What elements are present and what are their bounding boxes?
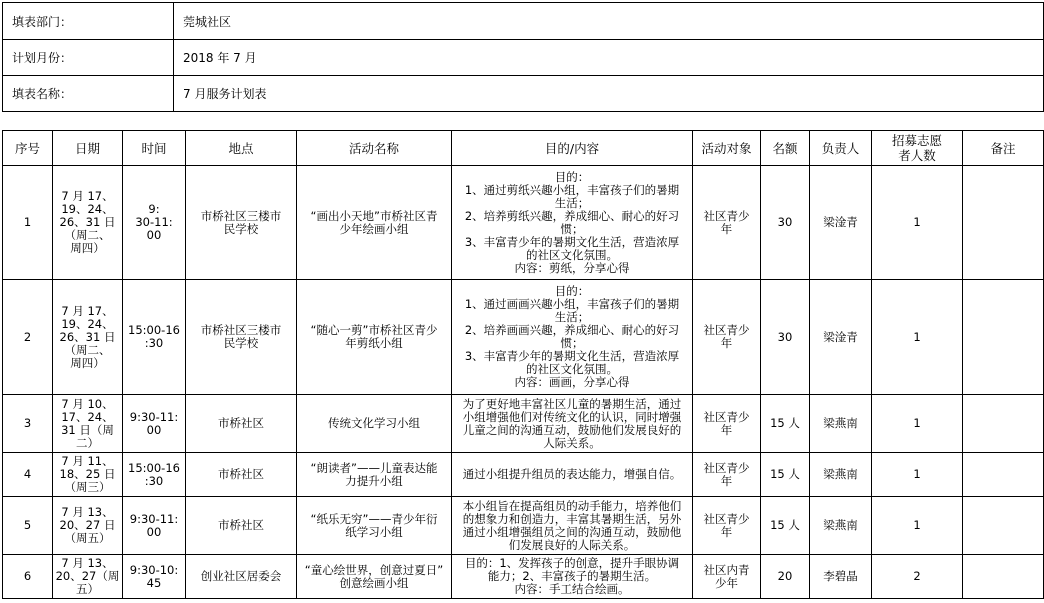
- target-line: 社区青少: [703, 409, 750, 424]
- cell-volunteers: 2: [872, 555, 963, 599]
- content-line: 们发展良好的人际关系。: [508, 537, 636, 552]
- cell-quota: 20: [761, 555, 810, 599]
- info-row: [3, 40, 1044, 76]
- content-line: 2、培养剪纸兴趣，养成细心、耐心的好习: [464, 208, 680, 223]
- cell-date: [53, 555, 123, 599]
- date-line: 7 月 13、: [61, 556, 114, 570]
- date-line: 19、24、: [61, 316, 114, 331]
- time-line: 9:: [148, 202, 160, 216]
- target-line: 年: [720, 473, 733, 488]
- info-label: 计划月份：: [3, 40, 174, 76]
- cell-volunteers: 1: [872, 453, 963, 497]
- date-line: 7 月 17、: [61, 189, 114, 203]
- target-line: 年: [720, 336, 733, 350]
- cell-content: [452, 280, 693, 395]
- cell-volunteers: 1: [872, 395, 963, 453]
- activity-line: “童心绘世界，创意过夏日”: [304, 562, 444, 577]
- cell-remark: [963, 497, 1044, 555]
- cell-seq: 6: [3, 555, 53, 599]
- cell-time: [123, 280, 186, 395]
- cell-quota: 15 人: [761, 497, 810, 555]
- content-line: 内容：手工结合绘画。: [514, 582, 630, 596]
- date-line: 二）: [76, 435, 99, 450]
- cell-place: [186, 280, 297, 395]
- target-line: 社区青少: [703, 460, 750, 475]
- cell-content: [452, 166, 693, 280]
- cell-remark: [963, 395, 1044, 453]
- cell-time: [123, 555, 186, 599]
- date-line: 7 月 10、: [61, 396, 114, 411]
- cell-time: [123, 453, 186, 497]
- content-line: 生活；: [554, 195, 590, 210]
- cell-activity: [297, 497, 452, 555]
- content-line: 惯；: [560, 336, 584, 350]
- date-line: 7 月 13、: [61, 505, 114, 519]
- content-line: 为了更好地丰富社区儿童的暑期生活，通过: [462, 396, 682, 411]
- target-line: 少年: [715, 575, 738, 590]
- table-row: [3, 280, 1044, 395]
- cell-content: [452, 395, 693, 453]
- date-line: 31 日（周: [61, 422, 114, 437]
- place-line: 市桥社区: [218, 467, 264, 481]
- cell-time: [123, 166, 186, 280]
- target-line: 社区内青: [703, 562, 750, 577]
- header-owner: 负责人: [810, 131, 872, 166]
- cell-owner: 梁燕南: [810, 453, 872, 497]
- target-line: 社区青少: [703, 511, 750, 526]
- cell-seq: 5: [3, 497, 53, 555]
- cell-place: [186, 555, 297, 599]
- cell-owner: 梁淦青: [810, 166, 872, 280]
- header-volunteers: 招募志愿者人数: [872, 131, 963, 166]
- activity-line: “纸乐无穷”——青少年衍: [310, 511, 438, 526]
- date-line: 20、27（周: [55, 569, 120, 583]
- date-line: 26、31 日: [59, 329, 116, 344]
- date-line: （周五）: [64, 531, 111, 545]
- content-line: 本小组旨在提高组员的动手能力，培养他们: [462, 498, 682, 513]
- content-line: 内容：画画，分享心得: [514, 375, 630, 389]
- target-line: 年: [720, 524, 733, 539]
- content-line: 的社区文化氛围。: [526, 247, 618, 262]
- date-line: （周三）: [64, 480, 111, 494]
- cell-volunteers: 1: [872, 280, 963, 395]
- time-line: 00: [146, 228, 162, 242]
- activity-line: 传统文化学习小组: [328, 416, 420, 430]
- date-line: 18、25 日: [59, 467, 116, 481]
- content-line: 儿童之间的沟通互动，鼓励他们发展良好的: [462, 422, 682, 437]
- cell-target: [693, 166, 761, 280]
- target-line: 年: [720, 221, 733, 236]
- cell-place: [186, 166, 297, 280]
- cell-activity: [297, 166, 452, 280]
- header-date: 日期: [53, 131, 123, 166]
- info-table: [2, 2, 1044, 112]
- cell-owner: 梁淦青: [810, 280, 872, 395]
- activity-line: 纸学习小组: [345, 524, 403, 539]
- date-line: 五）: [76, 582, 99, 596]
- time-line: :30: [144, 473, 164, 488]
- content-line: 1、通过剪纸兴趣小组，丰富孩子们的暑期: [464, 182, 680, 197]
- date-line: （周二、: [64, 342, 111, 357]
- content-line: 的社区文化氛围。: [526, 362, 618, 376]
- cell-remark: [963, 166, 1044, 280]
- activity-line: “朗读者”——儿童表达能: [310, 460, 438, 475]
- time-line: 00: [146, 422, 162, 437]
- content-line: 惯；: [560, 221, 584, 236]
- header-seq: 序号: [3, 131, 53, 166]
- cell-remark: [963, 453, 1044, 497]
- cell-seq: 2: [3, 280, 53, 395]
- cell-target: [693, 453, 761, 497]
- content-line: 小组增强他们对传统文化的认识，同时增强: [462, 409, 682, 424]
- cell-volunteers: 1: [872, 166, 963, 280]
- cell-target: [693, 555, 761, 599]
- cell-content: [452, 555, 693, 599]
- cell-date: [53, 280, 123, 395]
- cell-seq: 4: [3, 453, 53, 497]
- time-line: 30-11:: [135, 215, 173, 229]
- place-line: 市桥社区: [218, 416, 264, 430]
- cell-date: [53, 166, 123, 280]
- content-line: 通过小组增强组员之间的沟通互动，鼓励他: [462, 524, 682, 539]
- info-row: [3, 3, 1044, 40]
- date-line: 7 月 17、: [61, 303, 114, 318]
- table-row: [3, 453, 1044, 497]
- header-place: 地点: [186, 131, 297, 166]
- content-line: 2、培养画画兴趣，养成细心、耐心的好习: [464, 323, 680, 337]
- time-line: 15:00-16: [128, 460, 180, 475]
- cell-content: [452, 453, 693, 497]
- activity-line: 少年绘画小组: [339, 221, 409, 236]
- date-line: 17、24、: [61, 409, 114, 424]
- content-line: 生活；: [554, 310, 590, 324]
- place-line: 市桥社区三楼市: [200, 323, 282, 337]
- date-line: 周四）: [70, 355, 105, 370]
- place-line: 民学校: [223, 336, 259, 350]
- info-value: 7 月服务计划表: [174, 76, 1044, 112]
- cell-remark: [963, 555, 1044, 599]
- header-content: 目的/内容: [452, 131, 693, 166]
- activity-line: 年剪纸小组: [345, 336, 403, 350]
- header-time: 时间: [123, 131, 186, 166]
- time-line: :30: [144, 336, 164, 350]
- info-row: [3, 76, 1044, 112]
- time-line: 9:30-11:: [129, 511, 179, 526]
- cell-target: [693, 395, 761, 453]
- time-line: 15:00-16: [128, 323, 180, 337]
- activity-line: 力提升小组: [345, 473, 403, 488]
- place-line: 创业社区居委会: [200, 569, 282, 583]
- cell-place: [186, 497, 297, 555]
- cell-quota: 30: [761, 166, 810, 280]
- cell-owner: 李碧晶: [810, 555, 872, 599]
- activity-line: “随心一剪”市桥社区青少: [310, 323, 438, 337]
- cell-target: [693, 497, 761, 555]
- date-line: 19、24、: [61, 202, 114, 216]
- header-activity: 活动名称: [297, 131, 452, 166]
- content-line: 3、丰富青少年的暑期文化生活，营造浓厚: [464, 234, 680, 249]
- header-row: [3, 131, 1044, 166]
- cell-quota: 15 人: [761, 453, 810, 497]
- service-plan-table: [2, 130, 1044, 599]
- table-row: [3, 395, 1044, 453]
- cell-date: [53, 453, 123, 497]
- activity-line: 创意绘画小组: [339, 575, 409, 590]
- cell-activity: [297, 555, 452, 599]
- info-label: 填表名称：: [3, 76, 174, 112]
- table-row: [3, 555, 1044, 599]
- target-line: 年: [720, 422, 733, 437]
- date-line: 26、31 日: [59, 215, 116, 229]
- info-label: 填表部门：: [3, 3, 174, 40]
- content-line: 目的：: [554, 284, 590, 298]
- cell-owner: 梁燕南: [810, 395, 872, 453]
- content-line: 目的：1、发挥孩子的创意，提升手眼协调: [464, 556, 680, 570]
- cell-owner: 梁燕南: [810, 497, 872, 555]
- place-line: 市桥社区三楼市: [200, 208, 282, 223]
- cell-seq: 3: [3, 395, 53, 453]
- time-line: 9:30-10:: [129, 562, 179, 577]
- cell-target: [693, 280, 761, 395]
- time-line: 45: [146, 575, 162, 590]
- cell-date: [53, 497, 123, 555]
- content-line: 通过小组提升组员的表达能力，增强自信。: [462, 467, 682, 481]
- activity-line: “画出小天地”市桥社区青: [310, 208, 438, 223]
- cell-time: [123, 395, 186, 453]
- content-line: 目的：: [554, 169, 590, 184]
- table-row: [3, 166, 1044, 280]
- time-line: 00: [146, 524, 162, 539]
- info-value: 莞城社区: [174, 3, 1044, 40]
- cell-place: [186, 395, 297, 453]
- content-line: 1、通过画画兴趣小组，丰富孩子们的暑期: [464, 297, 680, 311]
- cell-seq: 1: [3, 166, 53, 280]
- cell-remark: [963, 280, 1044, 395]
- cell-quota: 15 人: [761, 395, 810, 453]
- content-line: 内容：剪纸，分享心得: [514, 260, 630, 275]
- cell-date: [53, 395, 123, 453]
- date-line: 20、27 日: [59, 518, 116, 532]
- content-line: 能力；2、丰富孩子的暑期生活。: [487, 569, 657, 583]
- date-line: 周四）: [70, 241, 105, 255]
- table-row: [3, 497, 1044, 555]
- target-line: 社区青少: [703, 323, 750, 337]
- cell-place: [186, 453, 297, 497]
- cell-time: [123, 497, 186, 555]
- target-line: 社区青少: [703, 208, 750, 223]
- place-line: 市桥社区: [218, 518, 264, 532]
- cell-activity: [297, 395, 452, 453]
- cell-volunteers: 1: [872, 497, 963, 555]
- place-line: 民学校: [223, 221, 259, 236]
- time-line: 9:30-11:: [129, 409, 179, 424]
- cell-content: [452, 497, 693, 555]
- content-line: 人际关系。: [543, 435, 601, 450]
- header-target: 活动对象: [693, 131, 761, 166]
- header-quota: 名额: [761, 131, 810, 166]
- content-line: 的想象力和创造力，丰富其暑期生活，另外: [462, 511, 682, 526]
- cell-activity: [297, 280, 452, 395]
- header-remark: 备注: [963, 131, 1044, 166]
- date-line: 7 月 11、: [61, 454, 114, 468]
- content-line: 3、丰富青少年的暑期文化生活，营造浓厚: [464, 349, 680, 363]
- date-line: （周二、: [64, 228, 111, 242]
- cell-activity: [297, 453, 452, 497]
- info-value: 2018 年 7 月: [174, 40, 1044, 76]
- cell-quota: 30: [761, 280, 810, 395]
